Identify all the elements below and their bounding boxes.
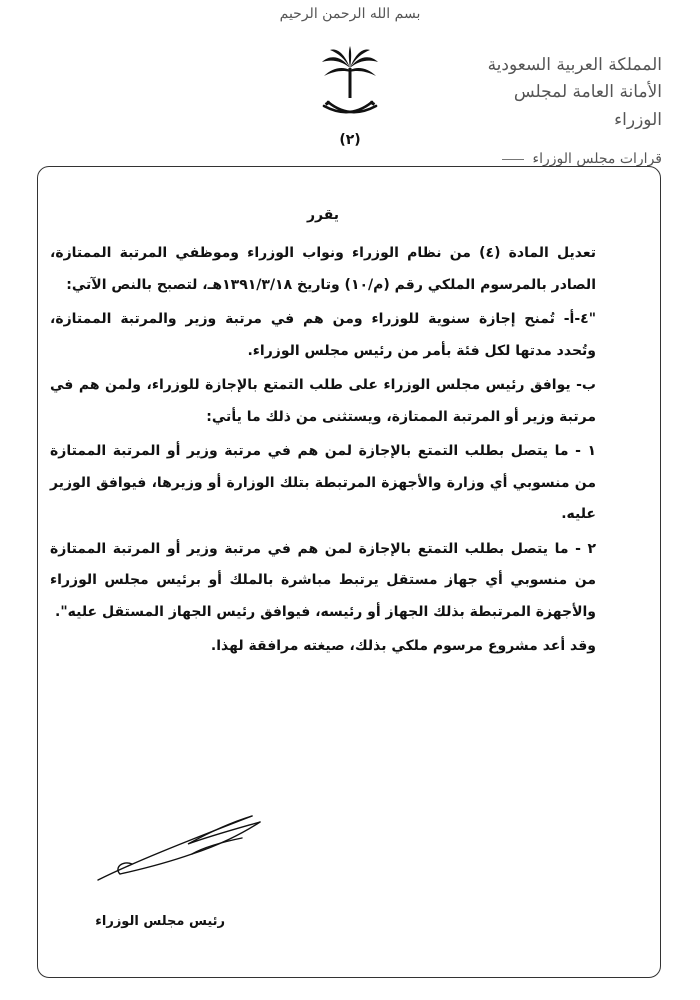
amendment-intro: تعديل المادة (٤) من نظام الوزراء ونواب الوزراء وموظفي المرتبة الممتازة، الصادر بالمرسوم الملكي رقم (م/١٠) وتاريخ ١٣٩١/٣/١٨هـ، لتصبح بالنص الآتي: — [50, 245, 596, 293]
clause-4a: "٤-أ- تُمنح إجازة سنوية للوزراء ومن هم في مرتبة وزير والمرتبة الممتازة، وتُحدد مدتها لكل فئة بأمر من رئيس مجلس الوزراء. — [50, 311, 596, 359]
letterhead-department: قرارات مجلس الوزراء — [532, 151, 662, 167]
signatory-title: رئيس مجلس الوزراء — [95, 914, 225, 929]
letterhead-secretariat: الأمانة العامة لمجلس الوزراء — [513, 82, 662, 130]
signature — [92, 808, 267, 883]
exception-2: ٢ - ما يتصل بطلب التمتع بالإجازة لمن هم في مرتبة وزير أو المرتبة الممتازة من منسوبي أي جهاز مستقل يرتبط مباشرة بالملك أو برئيس مجلس الوزراء والأجهزة المرتبطة بذلك الجهاز أو رئيسه، فيوافق رئيس الجهاز المستقل عليه". — [50, 540, 596, 620]
decision-heading: يقرر — [306, 207, 340, 223]
letterhead-country: المملكة العربية السعودية — [487, 55, 662, 75]
closing-note: وقد أعد مشروع مرسوم ملكي بذلك، صيغته مرافقة لهذا. — [210, 638, 596, 654]
page-number: (٢) — [339, 132, 361, 148]
letterhead-rule — [502, 159, 524, 160]
clause-b: ب- يوافق رئيس مجلس الوزراء على طلب التمتع بالإجازة للوزراء، ولمن هم في مرتبة وزير أو المرتبة الممتازة، ويستثنى من ذلك ما يأتي: — [50, 377, 596, 425]
saudi-emblem-icon — [318, 46, 382, 126]
document-body — [50, 200, 596, 663]
letterhead — [462, 52, 662, 170]
exception-1: ١ - ما يتصل بطلب التمتع بالإجازة لمن هم في مرتبة وزير أو المرتبة الممتازة من منسوبي أي وزارة والأجهزة المرتبطة بتلك الوزارة أو وزيرها، فيوافق الوزير عليه. — [50, 443, 596, 522]
basmala: بسم الله الرحمن الرحيم — [279, 6, 421, 22]
